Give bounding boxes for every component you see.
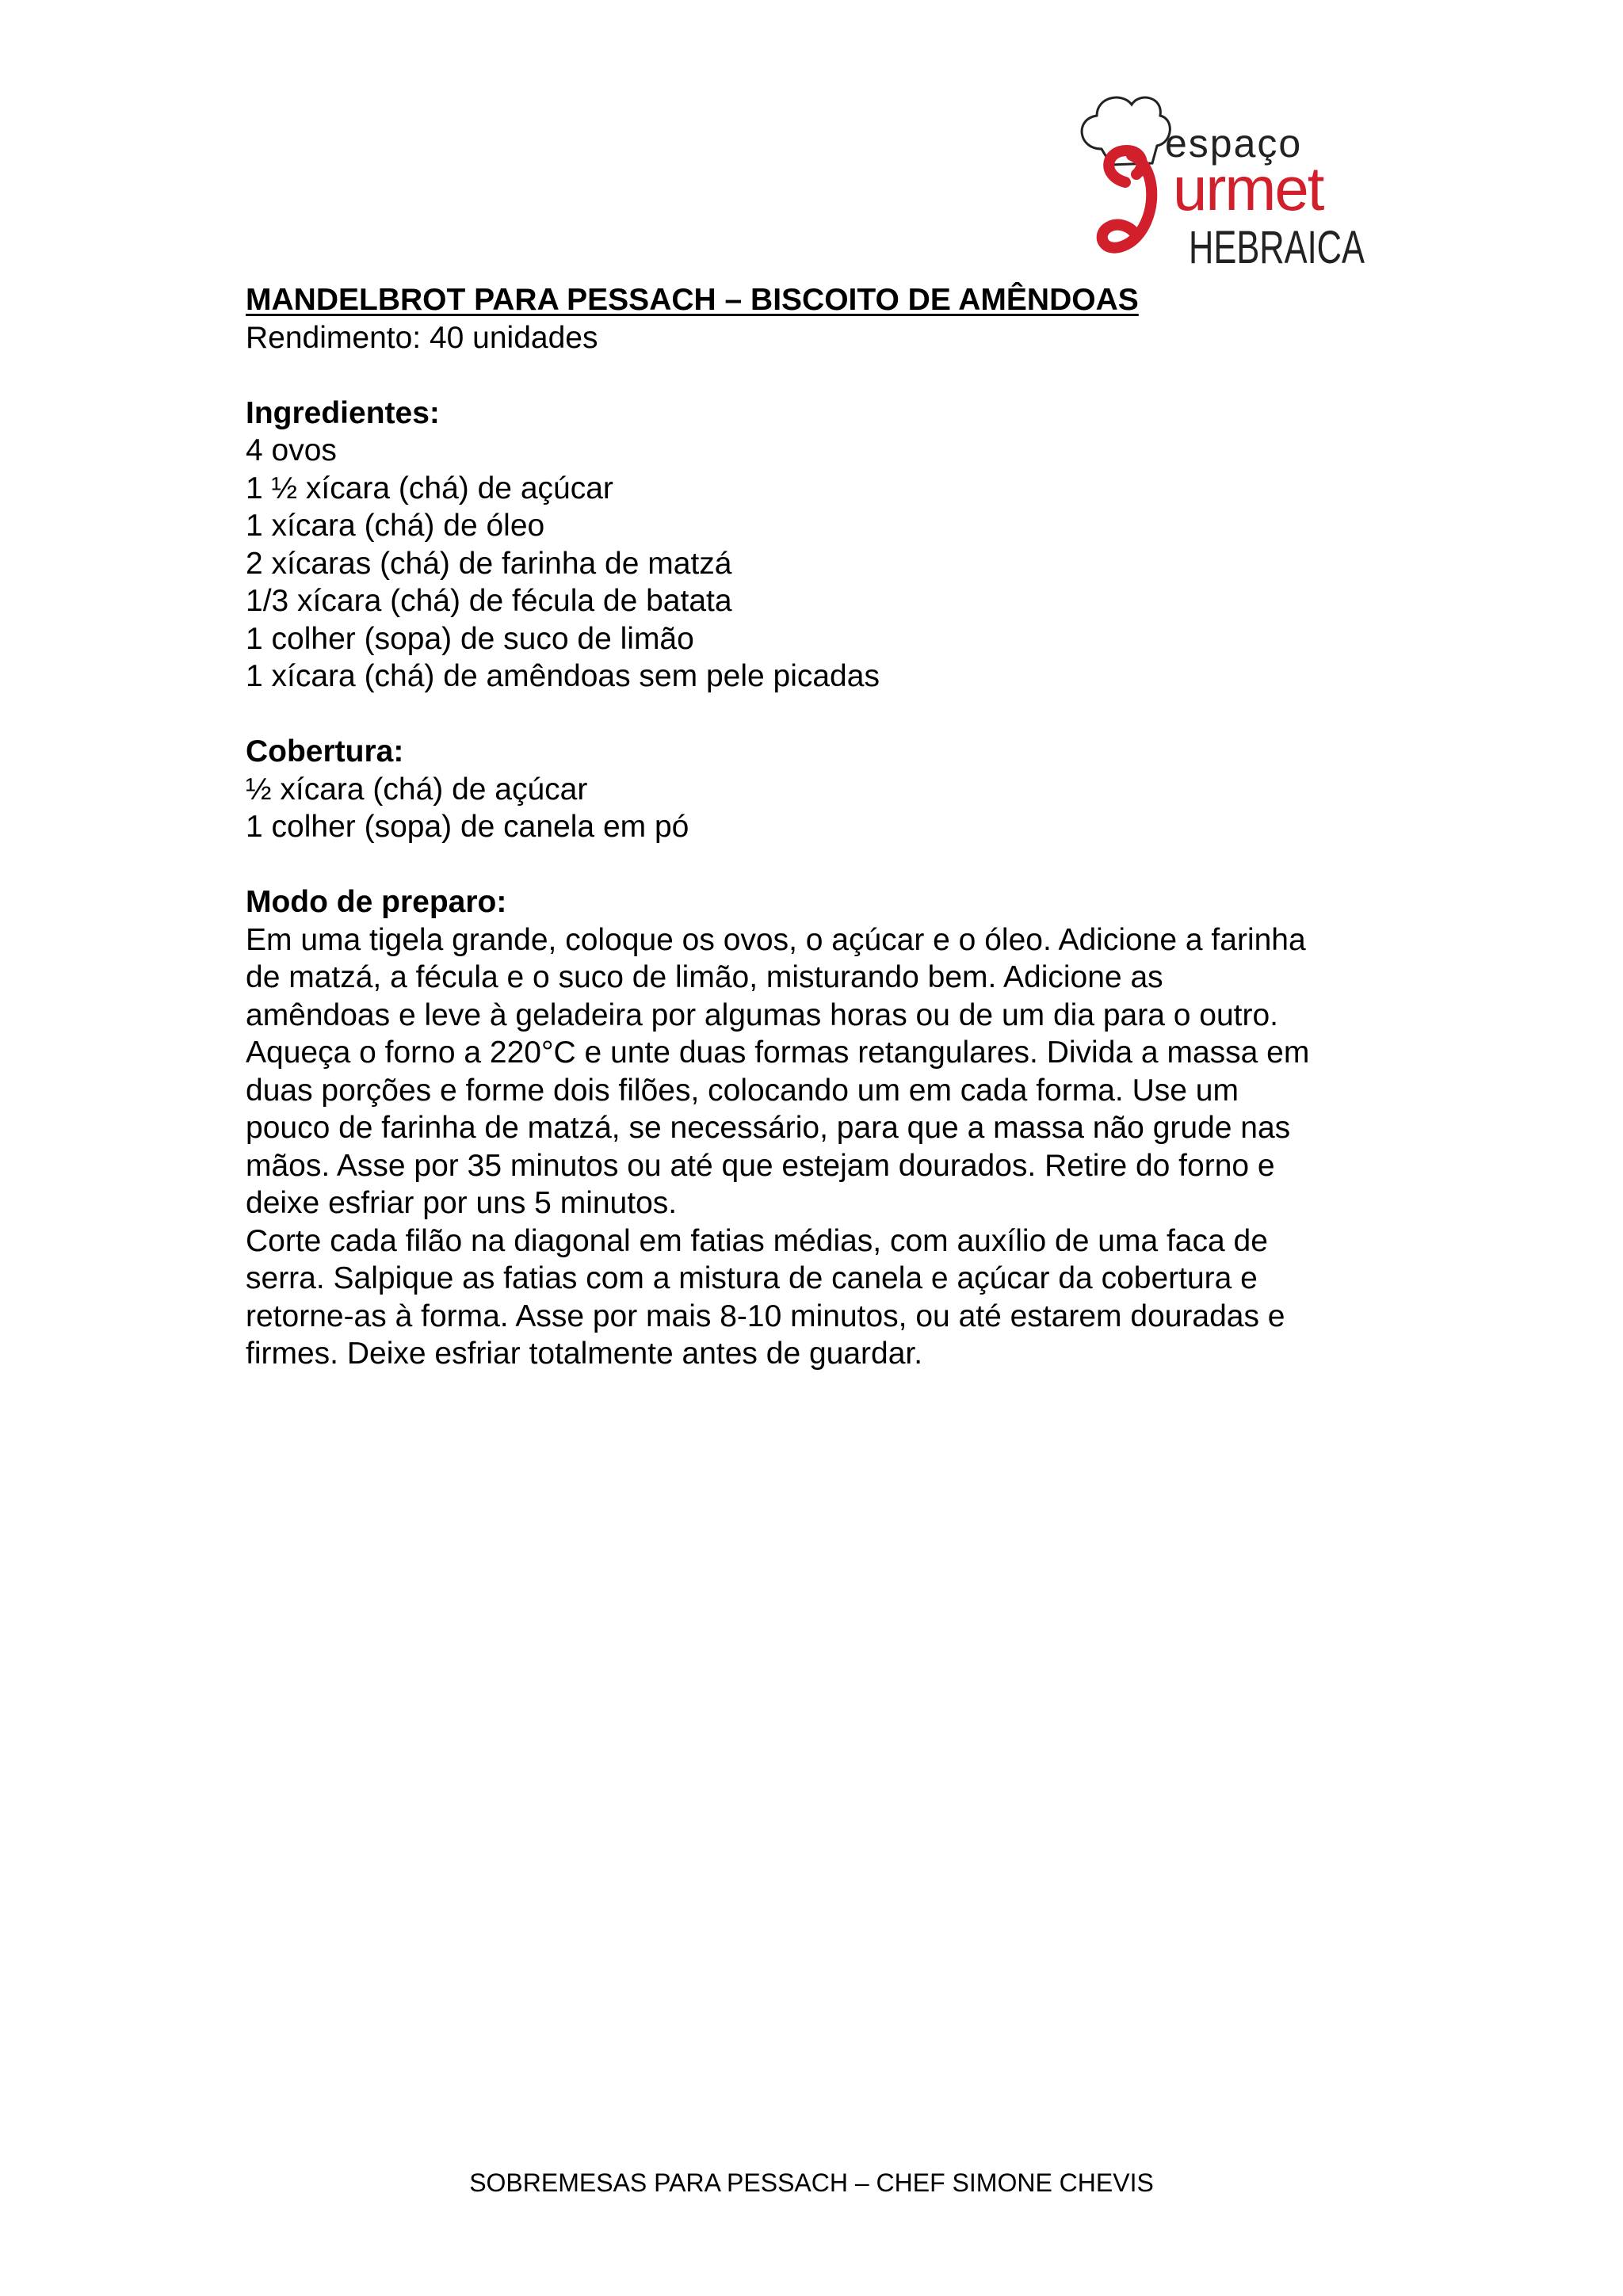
ingredient-item: 4 ovos — [246, 433, 337, 467]
logo-hebraica-text: HEBRAICA — [1189, 222, 1365, 273]
recipe-yield: Rendimento: 40 unidades — [246, 320, 598, 355]
method-text-line: mãos. Asse por 35 minutos ou até que estejam dourados. Retire do forno e — [246, 1148, 1275, 1183]
method-heading: Modo de preparo: — [246, 885, 507, 919]
method-text-line: firmes. Deixe esfriar totalmente antes de guardar. — [246, 1337, 923, 1371]
method-text-line: serra. Salpique as fatias com a mistura de canela e açúcar da cobertura e — [246, 1261, 1258, 1295]
ingredient-item: 2 xícaras (chá) de farinha de matzá — [246, 546, 732, 581]
ingredient-item: 1 ½ xícara (chá) de açúcar — [246, 471, 613, 505]
ingredients-heading: Ingredientes: — [246, 395, 440, 430]
topping-item: 1 colher (sopa) de canela em pó — [246, 810, 689, 844]
spacer — [246, 846, 1387, 884]
logo-espaco-text: espaço — [1165, 121, 1303, 166]
spacer — [246, 696, 1387, 734]
ingredient-item: 1 xícara (chá) de óleo — [246, 509, 545, 543]
method-text-line: amêndoas e leve à geladeira por algumas horas ou de um dia para o outro. — [246, 997, 1278, 1032]
ingredient-item: 1 xícara (chá) de amêndoas sem pele picadas — [246, 659, 880, 693]
ingredient-item: 1 colher (sopa) de suco de limão — [246, 621, 694, 656]
method-text-line: deixe esfriar por uns 5 minutos. — [246, 1186, 678, 1220]
method-text-line: Em uma tigela grande, coloque os ovos, o açúcar e o óleo. Adicione a farinha — [246, 922, 1306, 957]
recipe-title: MANDELBROT PARA PESSACH – BISCOITO DE AMÊNDOAS — [246, 283, 1139, 317]
topping-heading: Cobertura: — [246, 734, 404, 769]
page-footer: SOBREMESAS PARA PESSACH – CHEF SIMONE CHEVIS — [469, 2168, 1154, 2197]
method-text-line: retorne-as à forma. Asse por mais 8-10 minutos, ou até estarem douradas e — [246, 1299, 1285, 1333]
logo-gourmet-text: urmet — [1173, 154, 1323, 223]
method-text-line: pouco de farinha de matzá, se necessário, para que a massa não grude nas — [246, 1111, 1291, 1145]
espaco-gourmet-hebraica-logo — [1070, 87, 1379, 277]
method-text-line: Corte cada filão na diagonal em fatias médias, com auxílio de uma faca de — [246, 1223, 1268, 1258]
topping-item: ½ xícara (chá) de açúcar — [246, 772, 588, 807]
method-text-line: Aqueça o forno a 220°C e unte duas formas retangulares. Divida a massa em — [246, 1035, 1310, 1070]
recipe-content — [246, 281, 1387, 1373]
method-text-line: duas porções e forme dois filões, colocando um em cada forma. Use um — [246, 1073, 1239, 1108]
spacer — [246, 357, 1387, 395]
ingredient-item: 1/3 xícara (chá) de fécula de batata — [246, 584, 732, 618]
method-text-line: de matzá, a fécula e o suco de limão, misturando bem. Adicione as — [246, 960, 1163, 994]
